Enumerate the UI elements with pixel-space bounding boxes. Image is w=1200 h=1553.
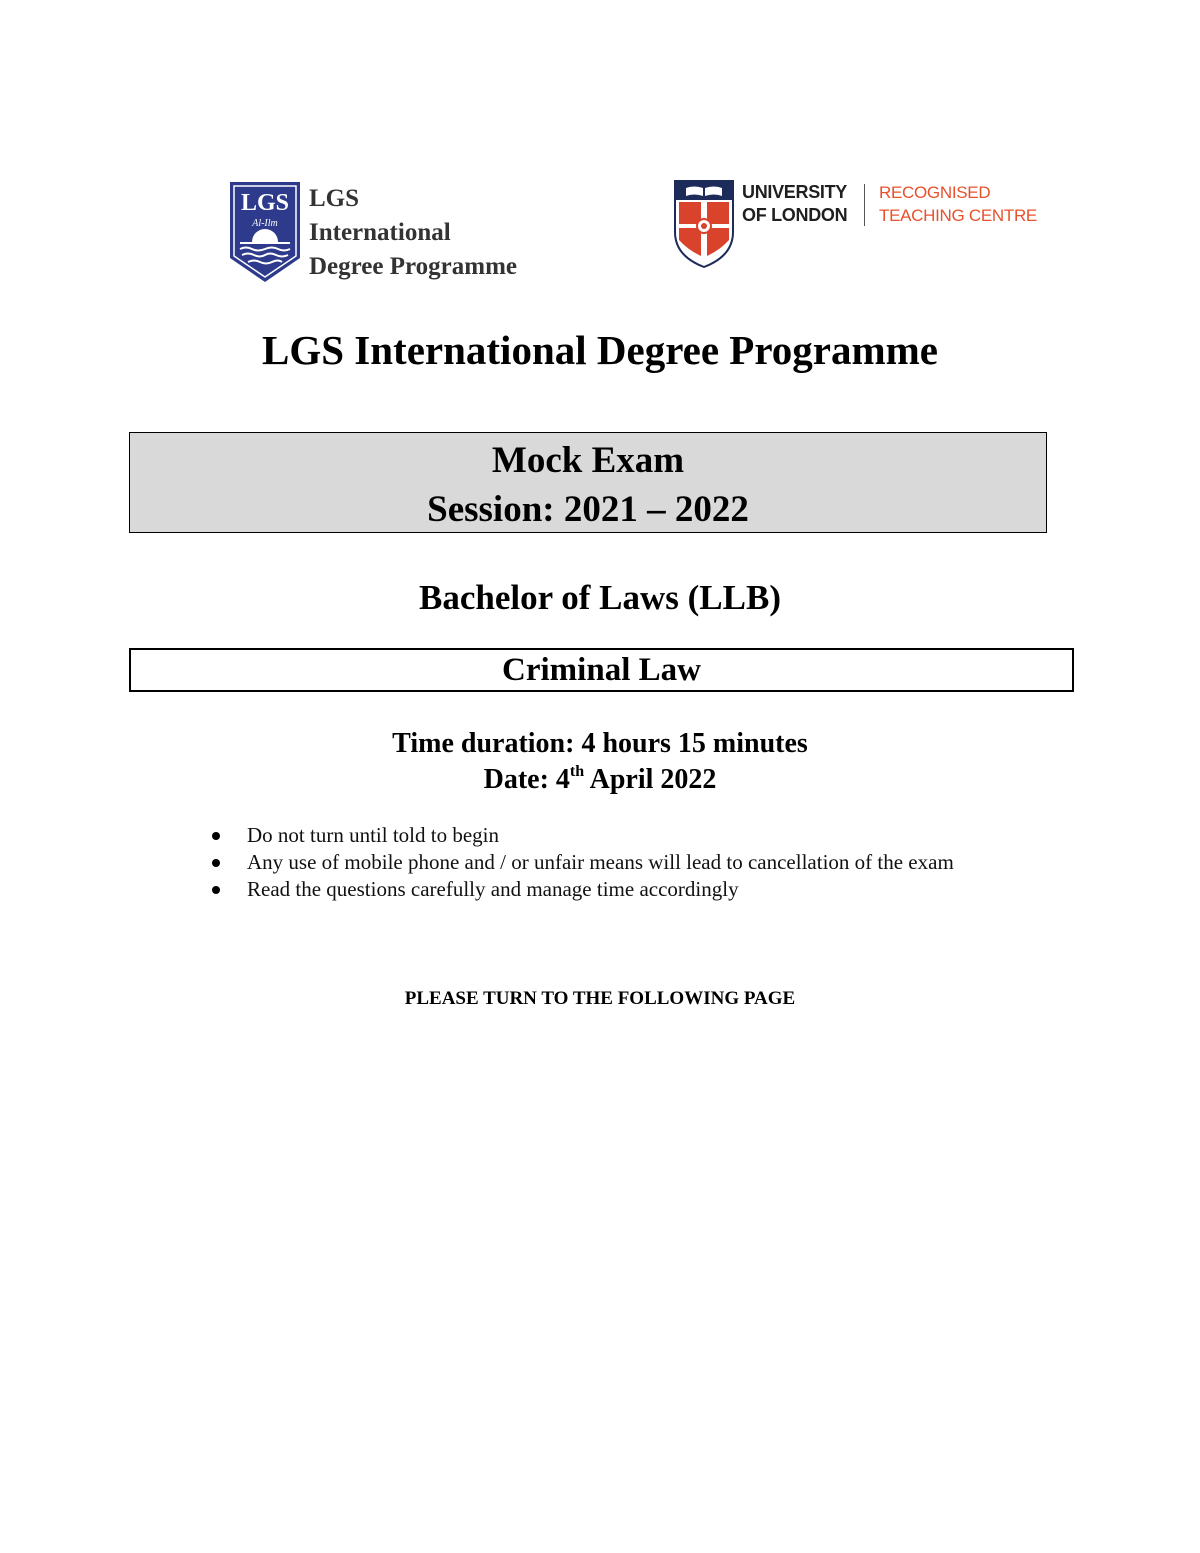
list-item	[210, 876, 970, 903]
exam-date-superscript: th	[569, 762, 585, 780]
lgs-logo	[228, 180, 548, 284]
exam-type: Mock Exam	[491, 440, 685, 481]
exam-date-suffix: April 2022	[584, 764, 717, 795]
bullet-icon	[212, 832, 220, 840]
lgs-wordmark-line3: Degree Programme	[309, 253, 517, 280]
lgs-emblem-script: Al-Ilm	[252, 218, 278, 229]
uol-name-line1: UNIVERSITY	[742, 182, 848, 202]
lgs-wordmark-line2: International	[309, 219, 451, 246]
lgs-shield-emblem	[228, 180, 302, 284]
uol-name-line2: OF LONDON	[742, 205, 848, 225]
list-item	[210, 822, 970, 849]
instruction-text: Do not turn until told to begin	[247, 823, 499, 847]
course-title-box	[129, 648, 1074, 692]
exam-date	[0, 762, 1200, 798]
university-of-london-logo	[674, 180, 1037, 270]
exam-date-prefix: Date: 4	[483, 764, 570, 795]
uol-rtc-line1: RECOGNISED	[879, 183, 991, 202]
uol-crest-icon	[674, 180, 734, 268]
page-title: LGS International Degree Programme	[262, 327, 938, 373]
instruction-text: Any use of mobile phone and / or unfair means will lead to cancellation of the exam	[247, 850, 954, 874]
bullet-icon	[212, 886, 220, 894]
bullet-icon	[212, 859, 220, 867]
instructions-list	[210, 822, 970, 903]
lgs-wordmark	[309, 182, 549, 284]
uol-divider	[864, 184, 865, 226]
exam-session-box	[129, 432, 1047, 533]
recognised-teaching-centre-label	[879, 181, 1037, 227]
course-title: Criminal Law	[502, 652, 701, 688]
lgs-emblem-text: LGS	[240, 190, 290, 216]
turn-page-note: PLEASE TURN TO THE FOLLOWING PAGE	[404, 988, 796, 1009]
lgs-wordmark-line1: LGS	[309, 185, 360, 212]
time-duration: Time duration: 4 hours 15 minutes	[392, 728, 808, 759]
instruction-text: Read the questions carefully and manage time accordingly	[247, 877, 739, 901]
degree-title: Bachelor of Laws (LLB)	[419, 578, 781, 617]
uol-rtc-line2: TEACHING CENTRE	[879, 206, 1037, 225]
exam-session: Session: 2021 – 2022	[427, 489, 749, 530]
list-item	[210, 849, 970, 876]
uol-name	[742, 181, 847, 227]
